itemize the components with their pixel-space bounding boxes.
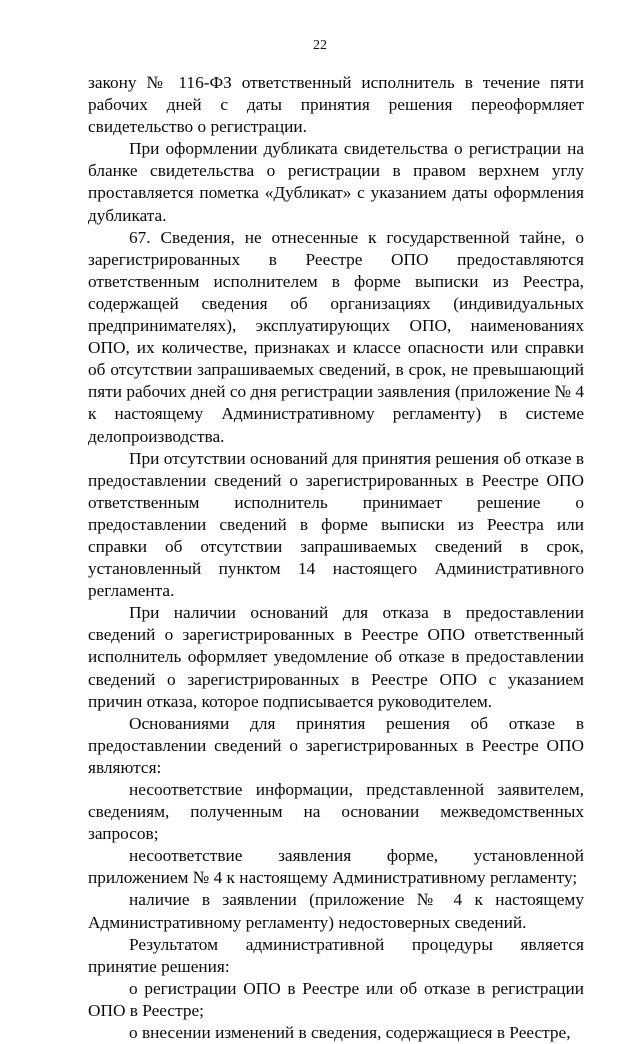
paragraph-duplicate-certificate: При оформлении дубликата свидетельства о регистрации на бланке свидетельства о регистрации в правом верхнем углу проставляется пометка «Дубликат» с указанием даты оформления дубликата. [88, 139, 584, 225]
paragraph-continuation: закону № 116-ФЗ ответственный исполнитель в течение пяти рабочих дней с даты принятия решения переоформляет свидетельство о регистрации. [88, 73, 584, 137]
paragraph-result-intro: Результатом административной процедуры является принятие решения: [88, 934, 584, 976]
paragraph-result-changes: о внесении изменений в сведения, содержащиеся в Реестре, [129, 1023, 571, 1043]
paragraph-ground-mismatch-info: несоответствие информации, представленной заявителем, сведениям, полученным на основании межведомственных запросов; [88, 780, 584, 844]
paragraph-refusal-notice: При наличии оснований для отказа в предоставлении сведений о зарегистрированных в Реестре ОПО ответственный исполнитель оформляет уведомление об отказе в предоставлении сведений о зарегистрированных в Реестре ОПО с указанием причин отказа, которое подписывается руководителем. [88, 603, 584, 711]
paragraph-ground-false-info: наличие в заявлении (приложение № 4 к настоящему Административному регламенту) недостоверных сведений. [88, 890, 584, 932]
paragraph-result-registration: о регистрации ОПО в Реестре или об отказе в регистрации ОПО в Реестре; [88, 978, 584, 1020]
paragraph-item-67: 67. Сведения, не отнесенные к государственной тайне, о зарегистрированных в Реестре ОПО предоставляются ответственным исполнителем в форме выписки из Реестра, содержащей сведения об организациях (индивидуальных предпринимателях), эксплуатирующих ОПО, наименованиях ОПО, их количестве, признаках и классе опасности или справки об отсутствии запрашиваемых сведений, в срок, не превышающий пяти рабочих дней со дня регистрации заявления (приложение № 4 к настоящему Административному регламенту) в системе делопроизводства. [88, 227, 584, 446]
paragraph-refusal-grounds-intro: Основаниями для принятия решения об отказе в предоставлении сведений о зарегистрированных в Реестре ОПО являются: [88, 713, 584, 777]
paragraph-ground-form-mismatch: несоответствие заявления форме, установленной приложением № 4 к настоящему Административному регламенту; [88, 846, 584, 888]
document-body [88, 72, 584, 1044]
page-number: 22 [313, 38, 327, 53]
paragraph-no-refusal-grounds: При отсутствии оснований для принятия решения об отказе в предоставлении сведений о зарегистрированных в Реестре ОПО ответственным исполнитель принимает решение о предоставлении сведений в форме выписки из Реестра или справки об отсутствии запрашиваемых сведений в срок, установленный пунктом 14 настоящего Административного регламента. [88, 448, 584, 601]
